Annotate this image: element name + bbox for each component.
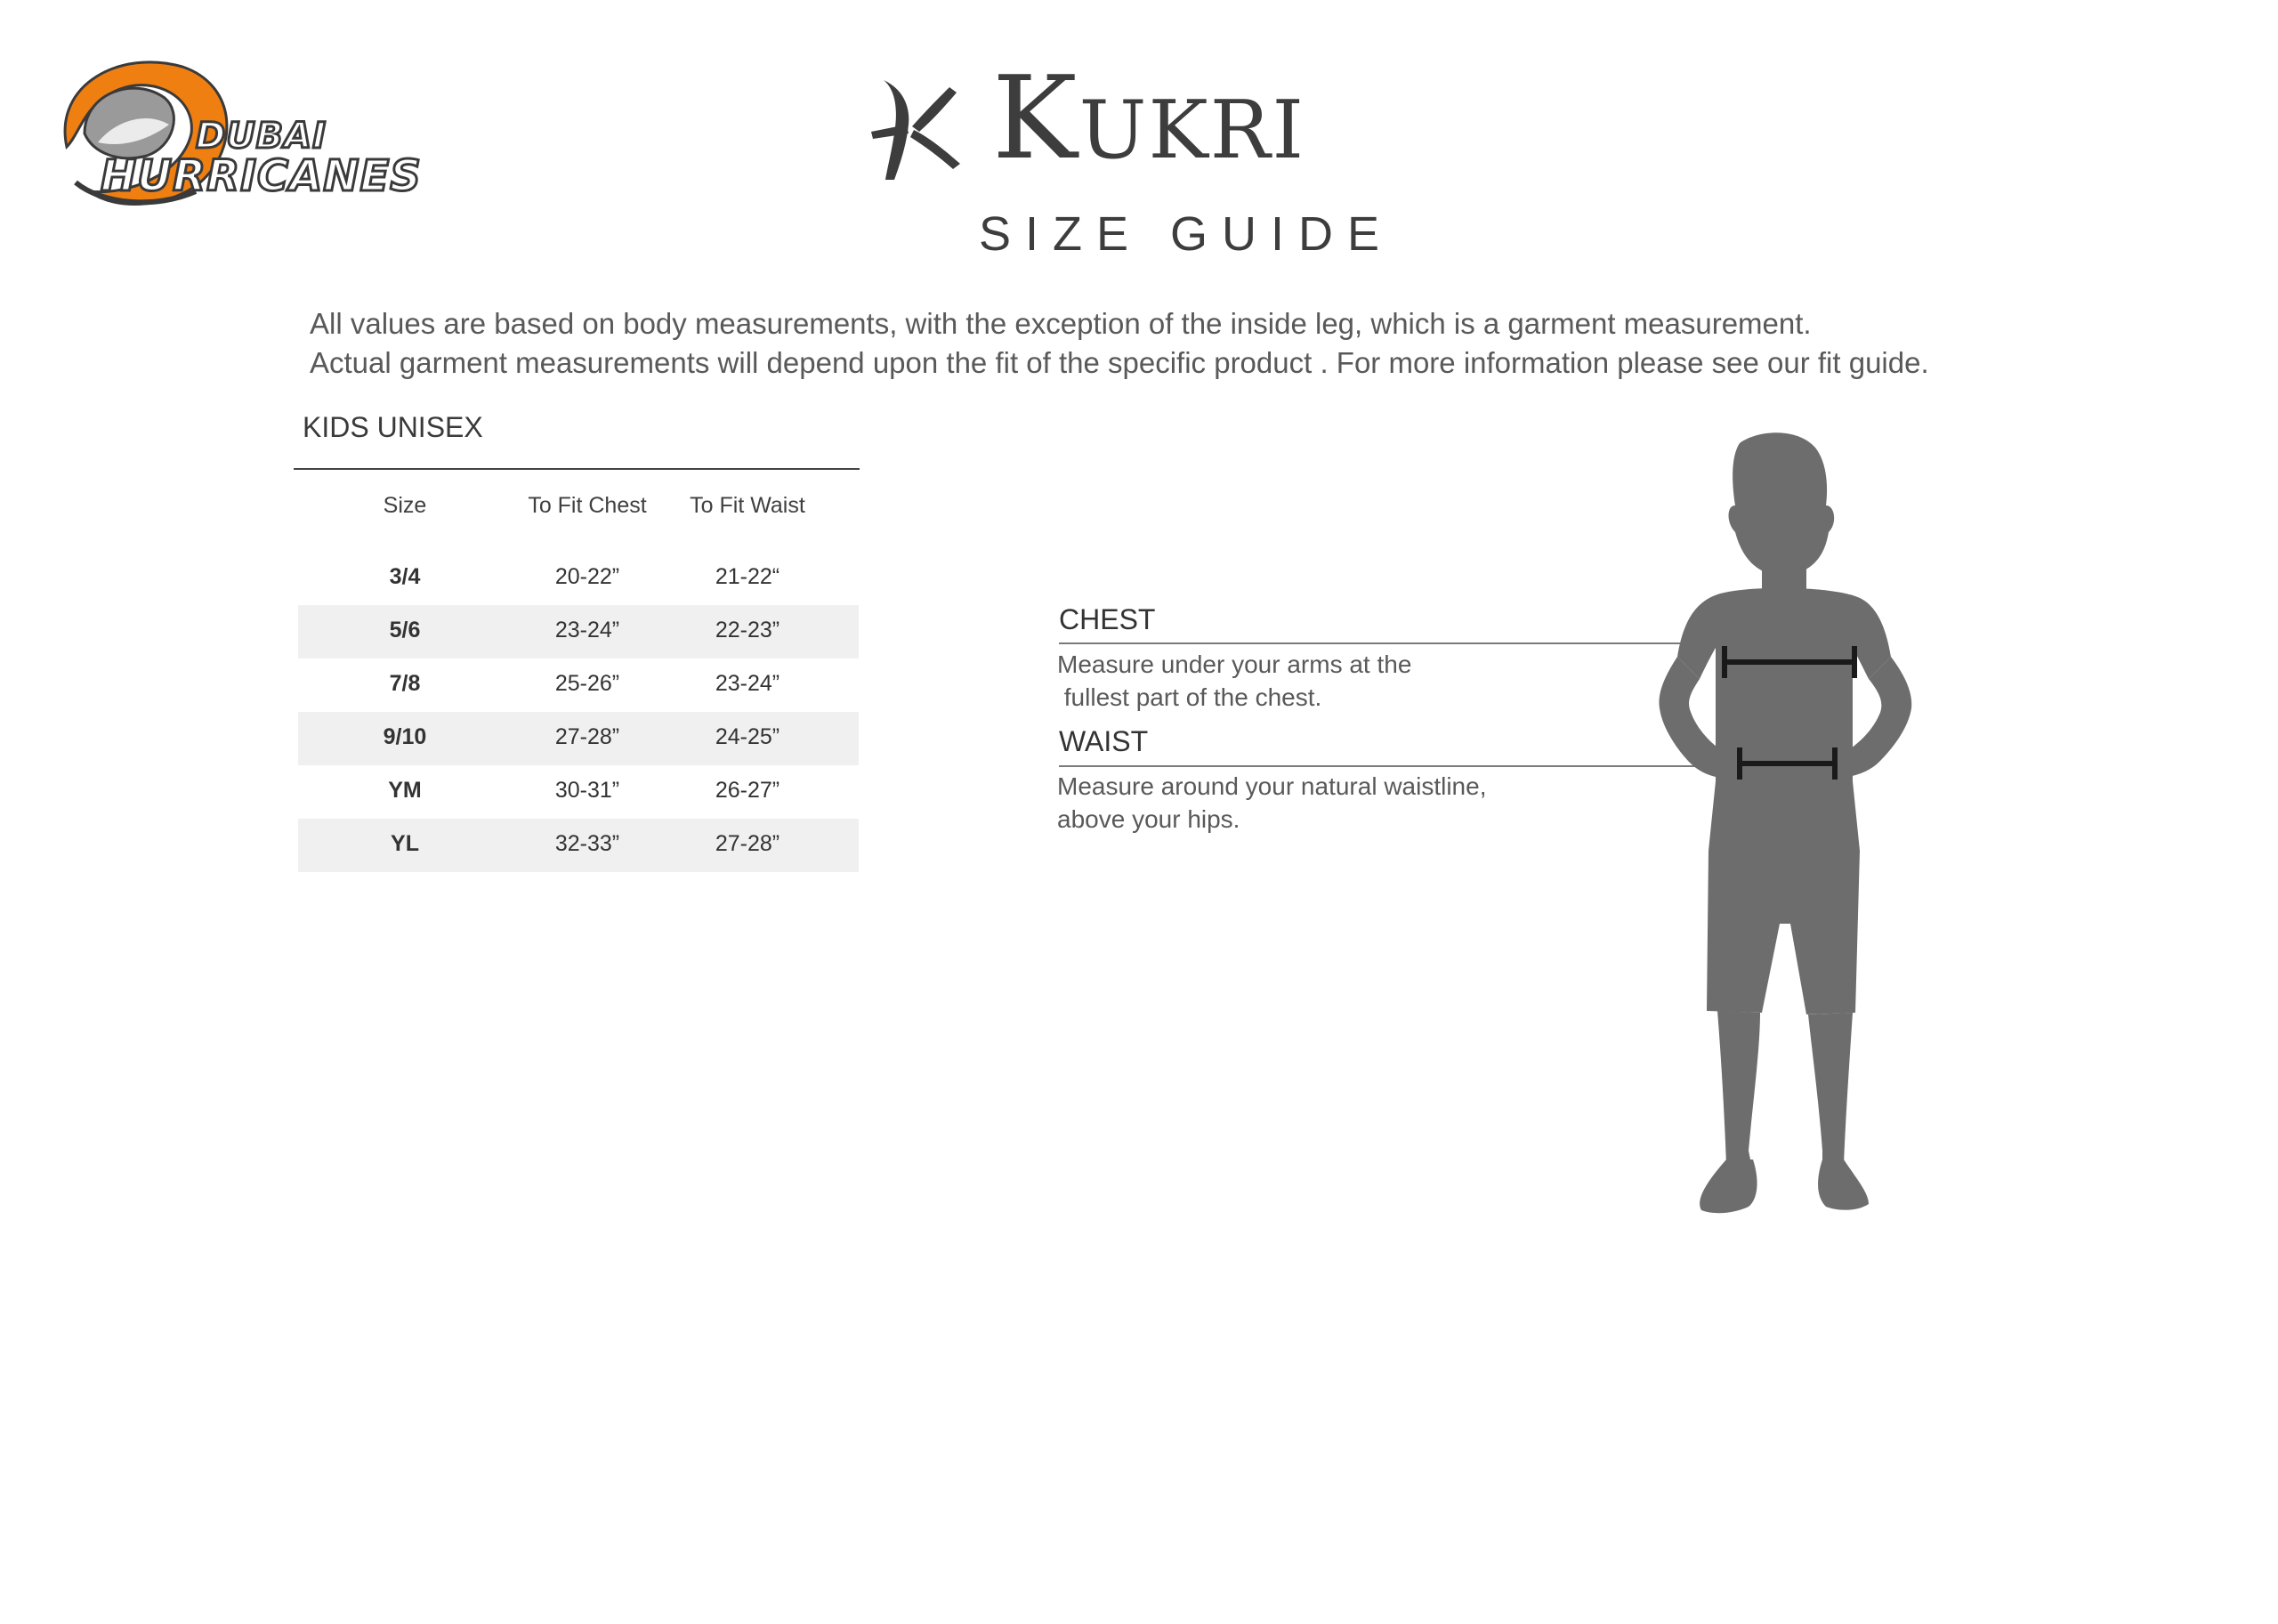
club-logo-word-hurricanes: HURRICANES [101,151,422,201]
dubai-hurricanes-logo [49,49,422,227]
chest-cell: 32-33” [554,831,620,856]
table-header [298,481,859,543]
size-cell: 9/10 [383,724,427,749]
size-cell: 5/6 [389,618,421,642]
waist-cell: 24-25” [715,724,780,749]
waist-cell: 26-27” [715,778,780,803]
measurement-note: All values are based on body measurements, with the exception of the inside leg, which is a garment measurement. [310,307,1812,340]
table-title: KIDS UNISEX [303,411,483,443]
size-table [298,481,859,872]
size-cell: 7/8 [389,671,421,696]
size-cell: 3/4 [389,564,421,589]
chest-cell: 23-24” [554,618,620,642]
column-header-waist: To Fit Waist [690,493,805,518]
chest-label: CHEST [1059,603,1156,635]
waist-description: Measure around your natural waistline, above your hips. [1057,772,1487,833]
table-row [298,658,859,712]
column-header-chest: To Fit Chest [528,493,647,518]
waist-label: WAIST [1059,725,1149,757]
page-title: SIZE GUIDE [979,207,1394,261]
kukri-knife-icon [868,71,965,182]
chest-cell: 20-22” [554,564,620,589]
chest-cell: 25-26” [554,671,620,696]
divider [294,468,860,470]
size-cell: YM [388,778,422,803]
waist-cell: 27-28” [715,831,780,856]
table-row [298,552,859,605]
table-row [298,605,859,658]
table-row [298,712,859,765]
waist-cell: 21-22“ [715,564,780,589]
column-header-size: Size [383,493,427,518]
fit-note: Actual garment measurements will depend upon the fit of the specific product . For more information please see our fit guide. [310,346,1929,379]
waist-cell: 23-24” [715,671,780,696]
child-silhouette-icon [1602,425,1975,1262]
waist-cell: 22-23” [715,618,780,642]
table-row [298,819,859,872]
chest-cell: 30-31” [554,778,620,803]
size-cell: YL [391,831,419,856]
table-row [298,765,859,819]
chest-cell: 27-28” [554,724,620,749]
club-logo-word-dubai: DUBAI [196,116,327,157]
brand-name: Kukri [992,53,1306,185]
chest-description: Measure under your arms at the fullest part of the chest. [1057,650,1412,711]
